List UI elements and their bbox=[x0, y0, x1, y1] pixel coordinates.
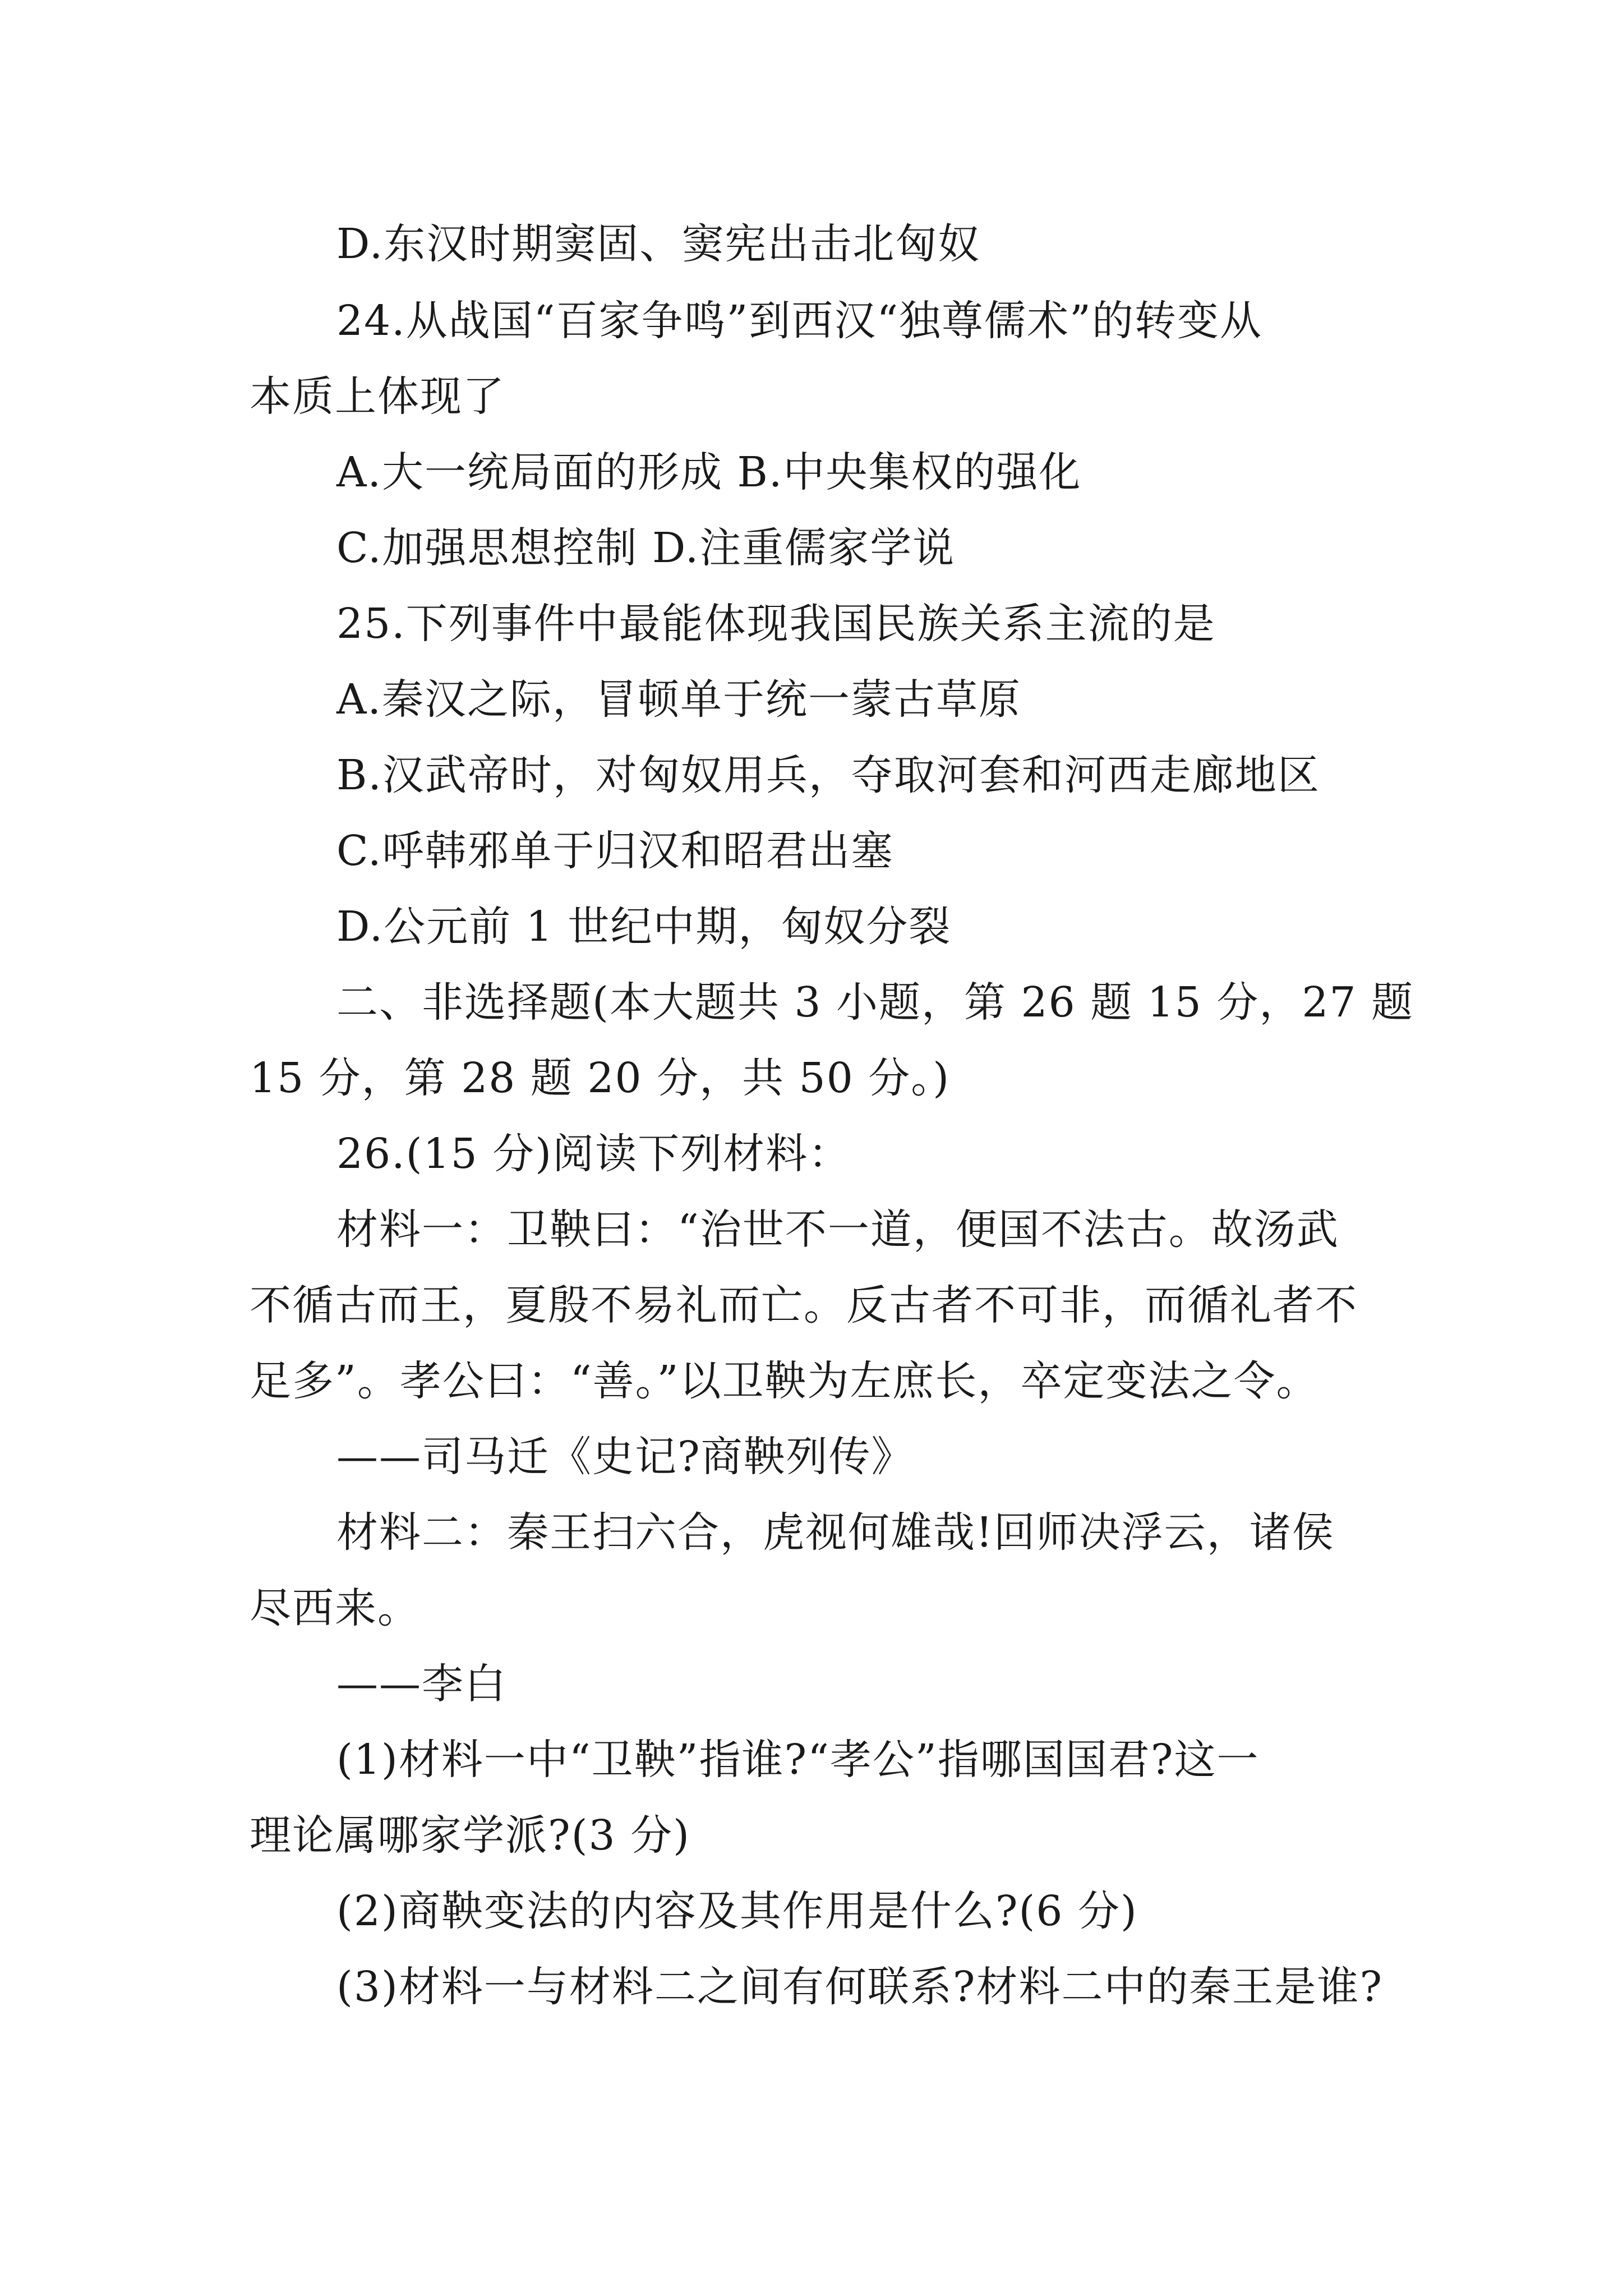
question-25: 25.下列事件中最能体现我国民族关系主流的是 bbox=[336, 600, 1216, 648]
options-24-cd: C.加强思想控制 D.注重儒家学说 bbox=[336, 524, 956, 572]
question-24: 24.从战国“百家争鸣”到西汉“独尊儒术”的转变从 bbox=[336, 297, 1263, 345]
question-26: 26.(15 分)阅读下列材料： bbox=[336, 1130, 851, 1178]
sub-question-1: (1)材料一中“卫鞅”指谁?“孝公”指哪国国君?这一 bbox=[336, 1736, 1260, 1784]
material-1-line-2: 不循古而王，夏殷不易礼而亡。反古者不可非，而循礼者不 bbox=[250, 1281, 1358, 1329]
option-25b: B.汉武帝时，对匈奴用兵，夺取河套和河西走廊地区 bbox=[336, 751, 1320, 799]
section-heading: 二、非选择题(本大题共 3 小题，第 26 题 15 分，27 题 bbox=[336, 978, 1414, 1027]
material-2-line-2: 尽西来。 bbox=[250, 1584, 420, 1632]
sub-question-1-cont: 理论属哪家学派?(3 分) bbox=[250, 1811, 691, 1860]
option-23d: D.东汉时期窦固、窦宪出击北匈奴 bbox=[336, 220, 981, 268]
material-1-line-3: 足多”。孝公曰：“善。”以卫鞅为左庶长，卒定变法之令。 bbox=[250, 1357, 1319, 1405]
section-heading-cont: 15 分，第 28 题 20 分，共 50 分。) bbox=[250, 1054, 951, 1102]
sub-question-2: (2)商鞅变法的内容及其作用是什么?(6 分) bbox=[336, 1887, 1138, 1935]
material-2-line-1: 材料二：秦王扫六合，虎视何雄哉!回师决浮云，诸侯 bbox=[336, 1508, 1335, 1557]
material-1-source: ——司马迁《史记?商鞅列传》 bbox=[336, 1433, 914, 1481]
options-24-ab: A.大一统局面的形成 B.中央集权的强化 bbox=[336, 448, 1082, 496]
material-2-source: ——李白 bbox=[336, 1660, 507, 1708]
material-1-line-1: 材料一：卫鞅曰：“治世不一道，便国不法古。故汤武 bbox=[336, 1205, 1339, 1254]
option-25d: D.公元前 1 世纪中期，匈奴分裂 bbox=[336, 903, 952, 951]
question-24-cont: 本质上体现了 bbox=[250, 372, 505, 421]
option-25c: C.呼韩邪单于归汉和昭君出塞 bbox=[336, 827, 894, 875]
option-25a: A.秦汉之际，冒顿单于统一蒙古草原 bbox=[336, 675, 1021, 724]
sub-question-3: (3)材料一与材料二之间有何联系?材料二中的秦王是谁? bbox=[336, 1963, 1384, 2011]
